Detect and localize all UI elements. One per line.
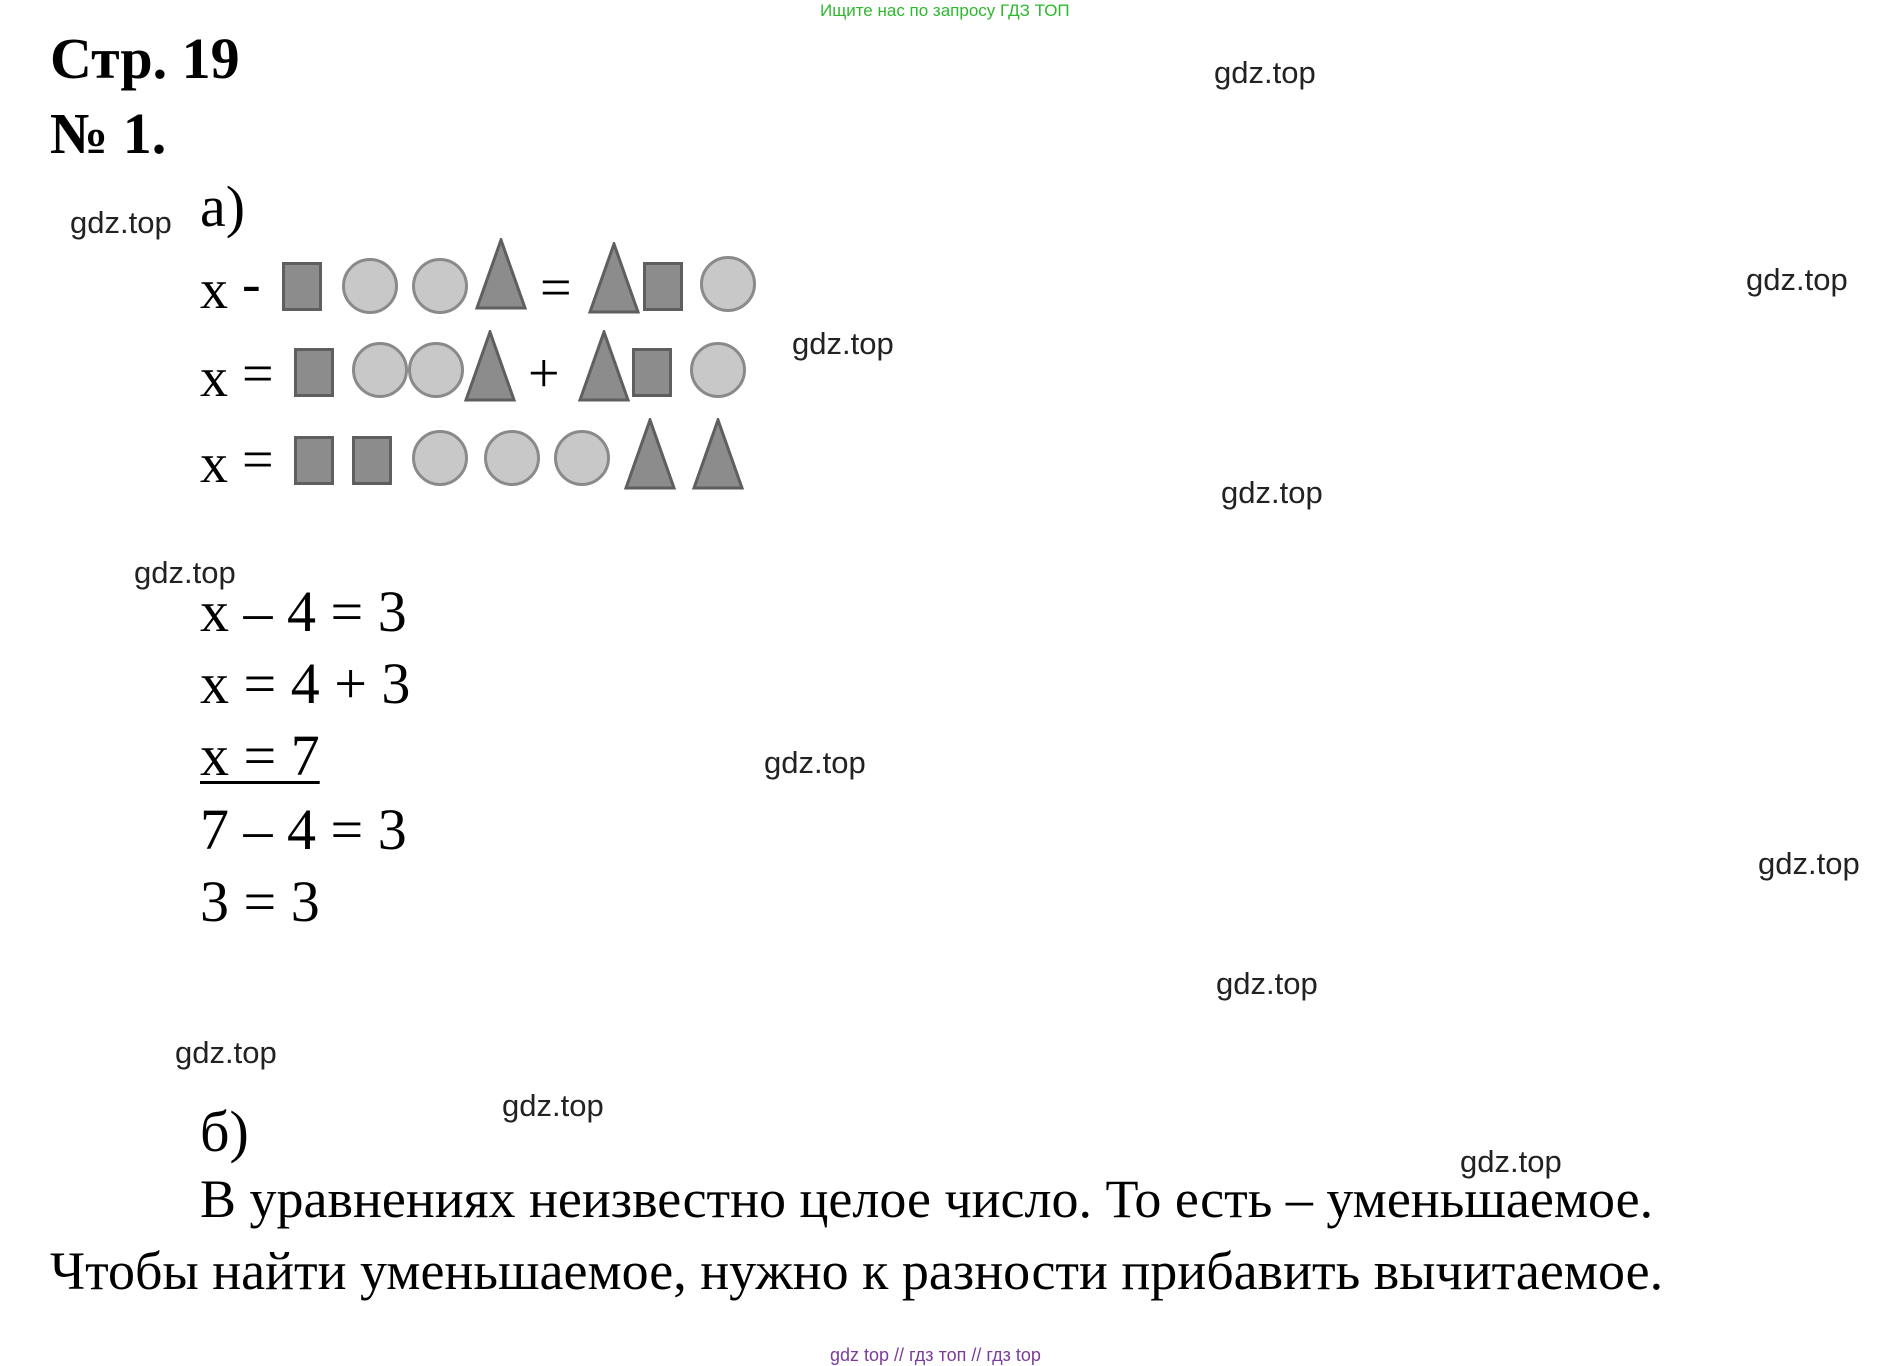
watermark: gdz.top [1746,262,1848,297]
triangle-shape [588,242,640,314]
watermark: gdz.top [764,745,866,780]
triangle-shape [624,418,676,490]
circle-shape [412,430,468,486]
watermark: gdz.top [792,326,894,361]
watermark: gdz.top [70,205,172,240]
check-line: 3 = 3 [200,869,320,934]
explanation-line-1: В уравнениях неизвестно целое число. То есть – уменьшаемое. [200,1169,1654,1229]
check-line: 7 – 4 = 3 [200,797,407,862]
square-shape [294,436,334,485]
triangle-shape [475,238,527,310]
circle-shape [690,342,746,398]
equation-line: x = 4 + 3 [200,651,411,716]
part-a-label: а) [200,174,246,239]
part-b-label: б) [200,1099,249,1164]
circle-shape [342,258,398,314]
triangle-shape [578,330,630,402]
footer-links[interactable]: gdz top // гдз топ // гдз top [830,1345,1041,1365]
square-shape [632,348,672,397]
equation-answer: x = 7 [200,723,320,788]
circle-shape [408,342,464,398]
equation-line: x – 4 = 3 [200,579,407,644]
square-shape [352,436,392,485]
watermark: gdz.top [134,555,236,590]
task-number: № 1. [50,101,167,166]
square-shape [282,262,322,311]
search-banner[interactable]: Ищите нас по запросу ГДЗ ТОП [820,1,1070,20]
equals-sign: = [242,343,274,405]
circle-shape [352,342,408,398]
circle-shape [412,258,468,314]
circle-shape [554,430,610,486]
minus-sign: - [242,253,261,315]
square-shape [643,262,683,311]
equals-sign: = [540,257,572,319]
plus-sign: + [528,343,560,405]
watermark: gdz.top [175,1035,277,1070]
watermark: gdz.top [1758,846,1860,881]
watermark: gdz.top [1216,966,1318,1001]
watermark: gdz.top [1214,55,1316,90]
explanation-line-2: Чтобы найти уменьшаемое, нужно к разности прибавить вычитаемое. [50,1241,1664,1301]
circle-shape [484,430,540,486]
triangle-shape [692,418,744,490]
page-title: Стр. 19 [50,26,240,91]
equals-sign: = [242,429,274,491]
watermark: gdz.top [502,1088,604,1123]
square-shape [294,348,334,397]
triangle-shape [464,330,516,402]
watermark: gdz.top [1221,475,1323,510]
circle-shape [700,256,756,312]
watermark: gdz.top [1460,1144,1562,1179]
variable-x: x [200,259,228,321]
variable-x: x [200,347,228,409]
variable-x: x [200,433,228,495]
